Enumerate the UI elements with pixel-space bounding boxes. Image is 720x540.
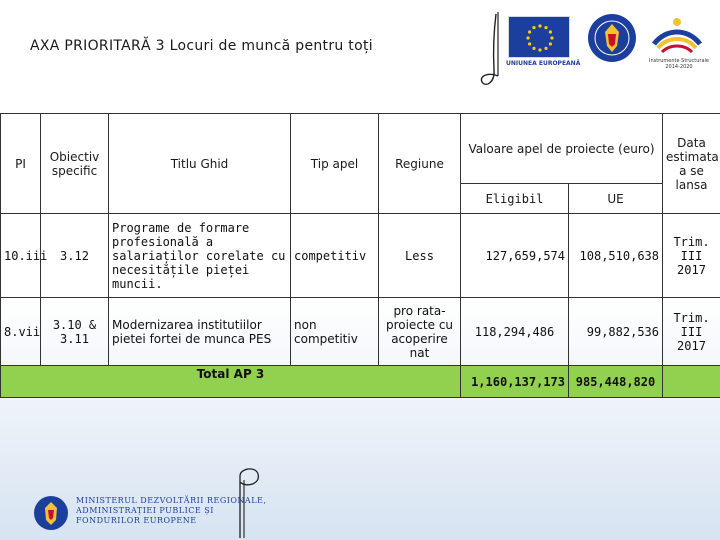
header-eligible: Eligibil xyxy=(461,184,569,214)
header-value: Valoare apel de proiecte (euro) xyxy=(461,114,663,184)
total-ue: 985,448,820 xyxy=(569,366,663,398)
row-region: Less xyxy=(379,214,461,298)
row-guide: Programe de formare profesională a salariaților corelate cu necesitățile pieței muncii. xyxy=(109,214,291,298)
government-logo-icon xyxy=(586,12,638,64)
row-objective: 3.12 xyxy=(41,214,109,298)
row-region: pro rata-proiecte cu acoperire nat xyxy=(379,298,461,366)
header-call-type: Tip apel xyxy=(291,114,379,214)
row-eligible: 127,659,574 xyxy=(461,214,569,298)
eu-stars-icon xyxy=(509,17,571,59)
row-eligible: 118,294,486 xyxy=(461,298,569,366)
ministry-name xyxy=(76,496,266,526)
eu-flag-logo xyxy=(508,16,570,58)
ministry-line: FONDURILOR EUROPENE xyxy=(76,516,197,525)
page-title: AXA PRIORITARĂ 3 Locuri de muncă pentru toți xyxy=(30,38,373,54)
row-guide: Modernizarea institutiilor pietei fortei de munca PES xyxy=(109,298,291,366)
table-header-row xyxy=(1,114,720,184)
row-call-type: competitiv xyxy=(291,214,379,298)
header-pi: PI xyxy=(1,114,41,214)
header-guide: Titlu Ghid xyxy=(109,114,291,214)
total-date-empty xyxy=(663,366,720,398)
decorative-swirl-icon xyxy=(478,10,512,92)
row-call-type: non competitiv xyxy=(291,298,379,366)
row-pi: 10.iii xyxy=(1,214,41,298)
row-ue: 108,510,638 xyxy=(569,214,663,298)
projects-table xyxy=(0,113,720,398)
ministry-line: ADMINISTRAȚIEI PUBLICE ȘI xyxy=(76,506,214,515)
header-objective: Obiectiv specific xyxy=(41,114,109,214)
row-date: Trim. III 2017 xyxy=(663,298,720,366)
structural-instruments-logo-icon xyxy=(648,14,706,60)
row-ue: 99,882,536 xyxy=(569,298,663,366)
structural-instruments-label: Instrumente Structurale 2014-2020 xyxy=(649,58,709,70)
row-objective: 3.10 & 3.11 xyxy=(41,298,109,366)
header-region: Regiune xyxy=(379,114,461,214)
header-ue: UE xyxy=(569,184,663,214)
row-pi: 8.vii xyxy=(1,298,41,366)
row-date: Trim. III 2017 xyxy=(663,214,720,298)
table-row xyxy=(1,214,720,298)
ministry-logo-icon xyxy=(32,494,70,532)
eu-label: UNIUNEA EUROPEANĂ xyxy=(506,60,581,67)
table-row xyxy=(1,298,720,366)
ministry-line: MINISTERUL DEZVOLTĂRII REGIONALE, xyxy=(76,496,267,505)
total-eligible: 1,160,137,173 xyxy=(461,366,569,398)
header-date: Data estimata a se lansa xyxy=(663,114,720,214)
total-label: Total AP 3 xyxy=(1,366,461,398)
total-row xyxy=(1,366,720,398)
